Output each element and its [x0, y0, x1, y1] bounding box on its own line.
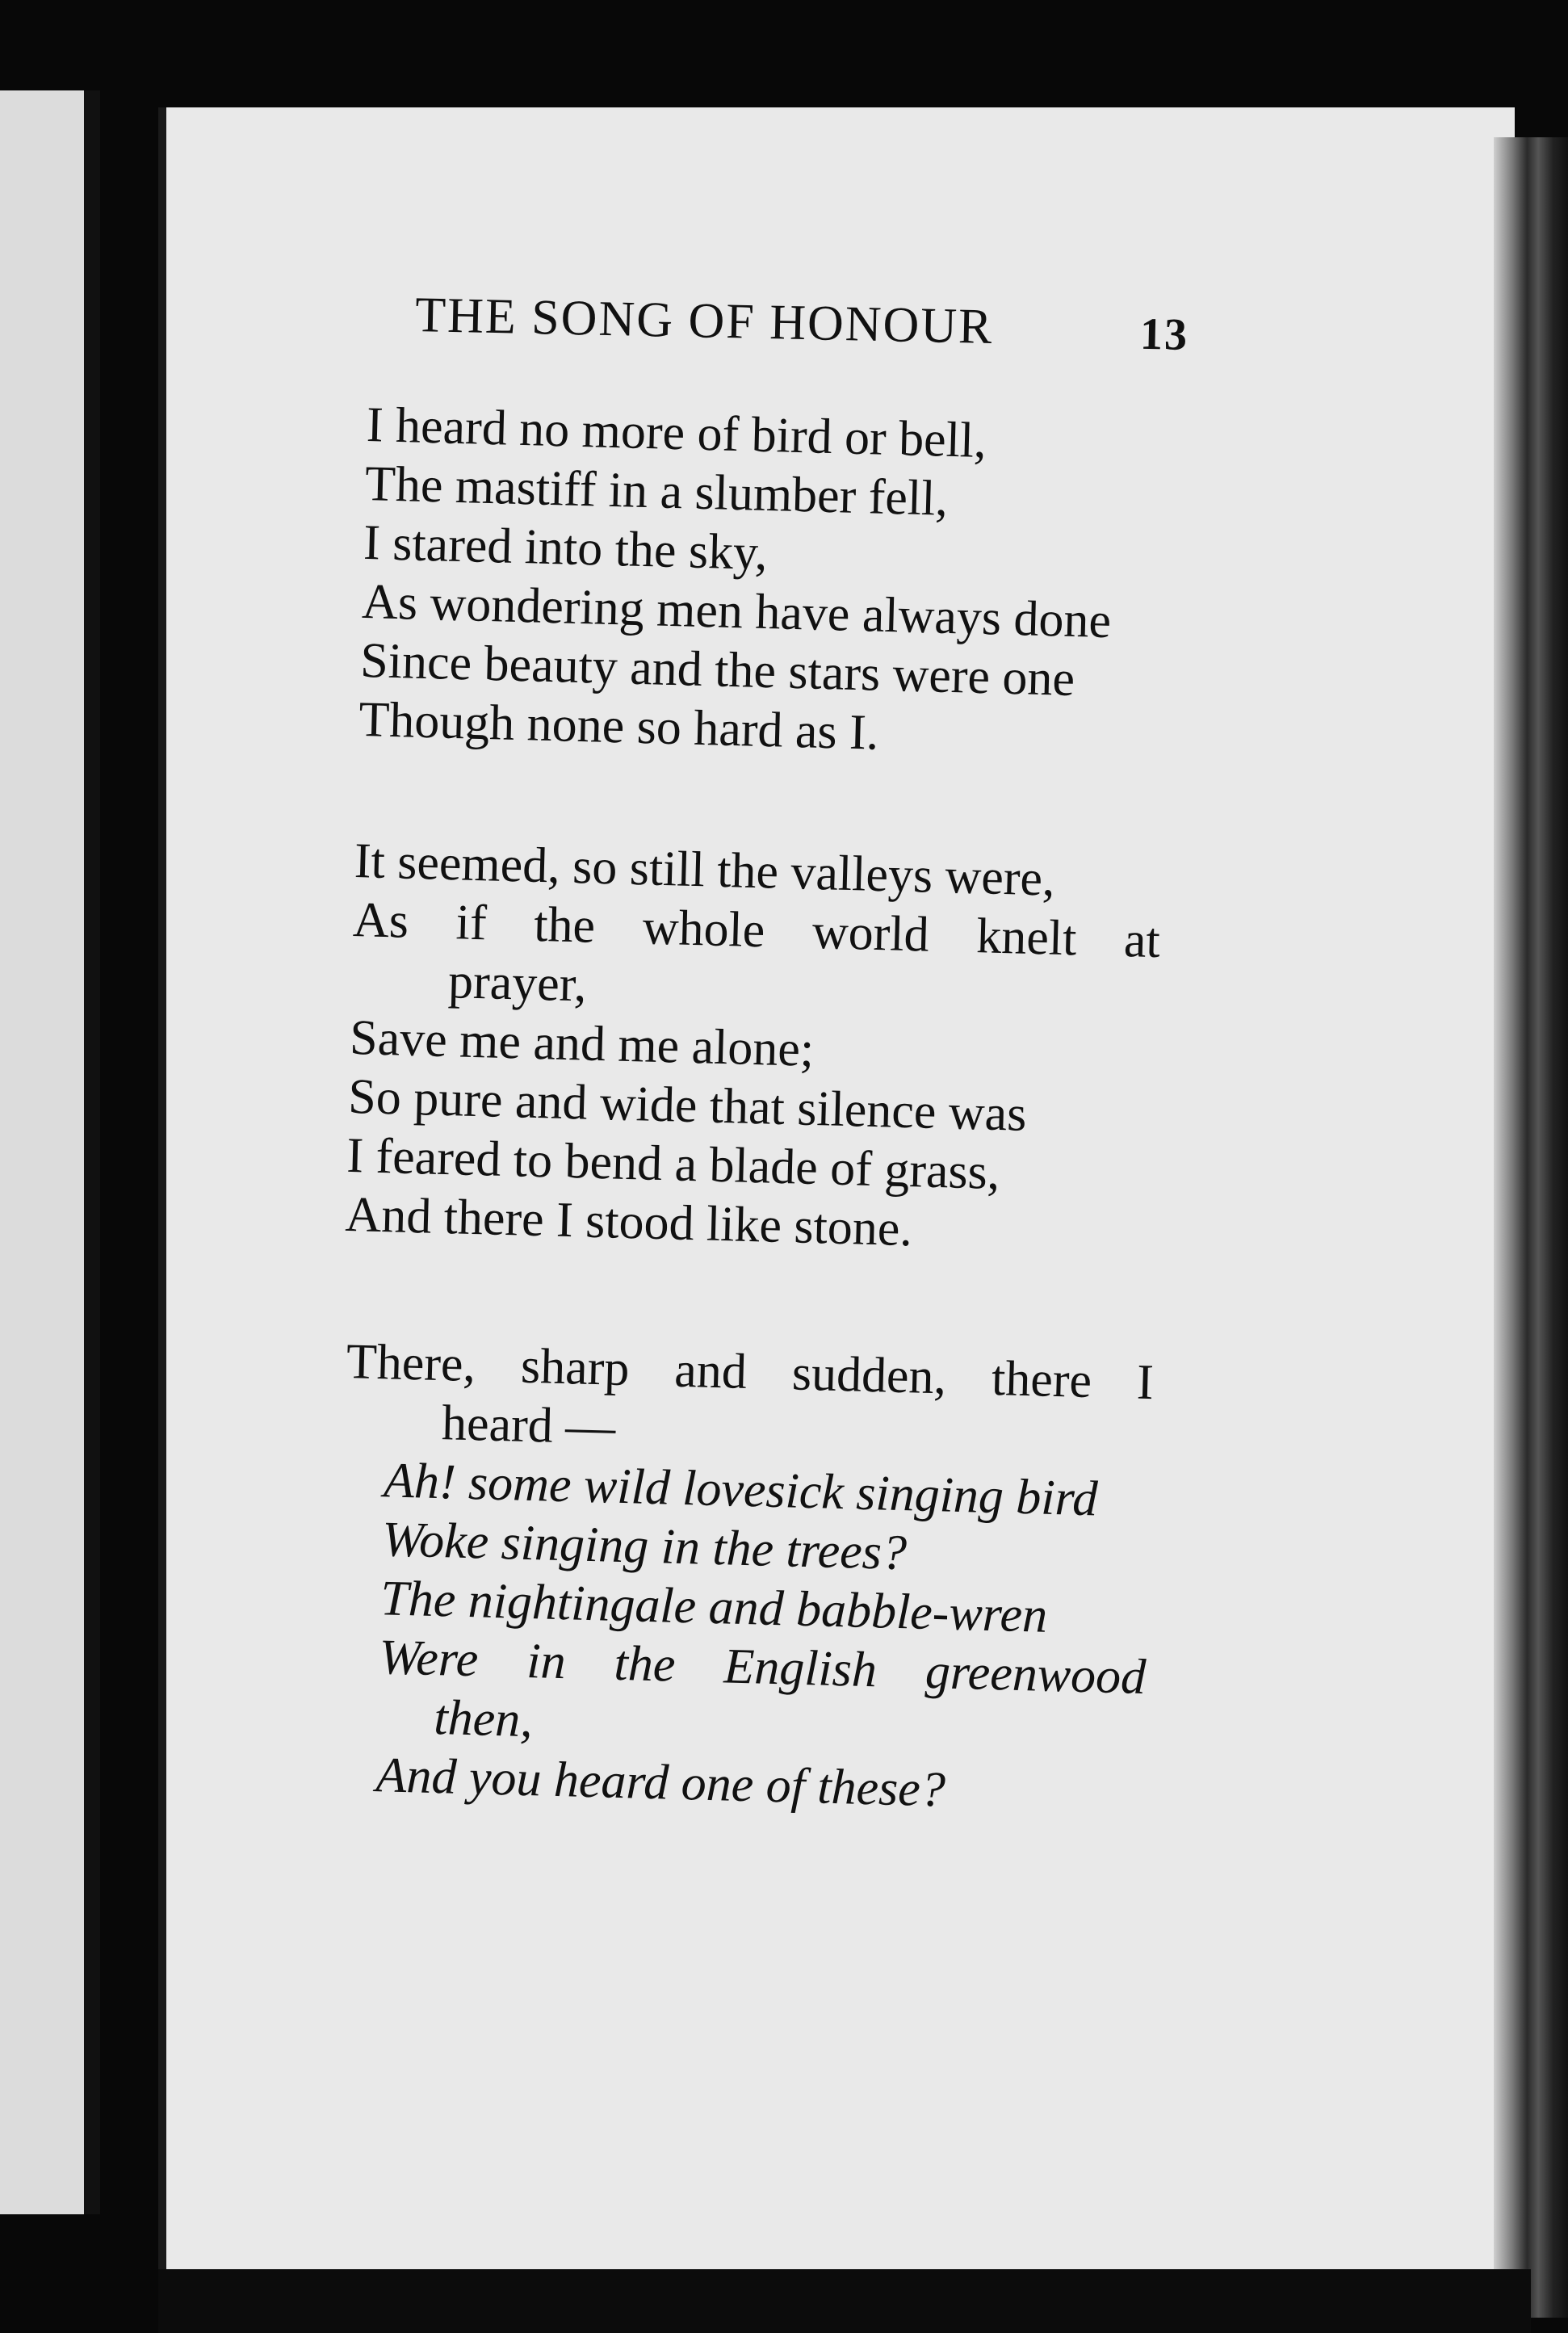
poem-line: It seemed, so still the valleys were,	[354, 833, 1056, 907]
poem-line-continuation: prayer,	[447, 954, 588, 1013]
page-fore-edge	[1494, 137, 1568, 2318]
poem-line: I stared into the sky,	[363, 514, 769, 581]
poem-line: I heard no more of bird or bell,	[366, 397, 987, 469]
poem-line-italic: Ah! some wild lovesick singing bird	[383, 1453, 1099, 1527]
poem-line-italic: Were in the English greenwood	[378, 1630, 1147, 1706]
stanza-3	[335, 1332, 1155, 1825]
bottom-shadow	[158, 2269, 1531, 2333]
poem-line-italic: Woke singing in the trees?	[381, 1512, 908, 1581]
poem-line: I feared to bend a blade of grass,	[346, 1127, 1001, 1201]
poem-line: So pure and wide that silence was	[347, 1068, 1028, 1142]
poem-line: Since beauty and the stars were one	[359, 632, 1075, 707]
poem-line-italic: And you heard one of these?	[375, 1748, 946, 1818]
running-title: THE SONG OF HONOUR	[414, 287, 995, 355]
poem-line: There, sharp and sudden, there I	[346, 1333, 1155, 1411]
left-page-edge	[0, 90, 100, 2214]
poem-line: The mastiff in a slumber fell,	[364, 455, 949, 527]
poem-line: And there I stood like stone.	[344, 1186, 913, 1257]
poem-line: As if the whole world knelt at	[352, 892, 1161, 969]
poem-line-italic-continuation: then,	[433, 1689, 534, 1748]
poem-line-continuation: heard —	[441, 1395, 617, 1455]
stanza-1	[358, 396, 1117, 769]
poem-line: As wondering men have always done	[361, 573, 1112, 649]
poem-line-italic: The nightingale and babble-wren	[379, 1571, 1049, 1643]
poem-line: Though none so hard as I.	[358, 691, 880, 761]
page-number: 13	[1139, 308, 1189, 361]
stanza-2	[345, 832, 1163, 1265]
poem-line: Save me and me alone;	[349, 1009, 815, 1077]
